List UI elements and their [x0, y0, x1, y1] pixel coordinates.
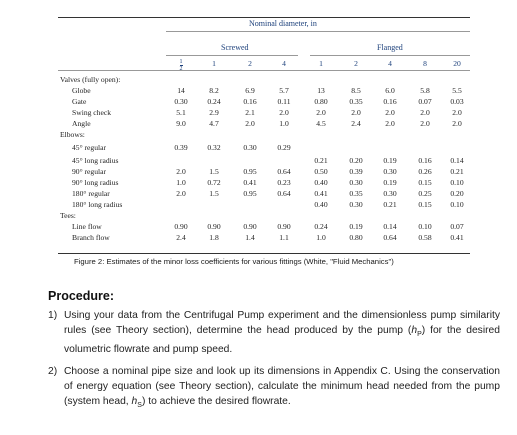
table-cell: 2.0	[452, 108, 462, 117]
table-cell: 0.10	[450, 200, 464, 209]
table-cell: 0.30	[174, 97, 188, 106]
table-cell: 0.30	[243, 143, 257, 152]
table-cell: 0.24	[314, 222, 328, 231]
table-cell: 0.58	[418, 233, 432, 242]
table-cell: 0.21	[314, 156, 328, 165]
table-cell: 2.0	[385, 108, 395, 117]
table-cell: 0.21	[383, 200, 397, 209]
procedure-item-text: Choose a nominal pipe size and look up its dimensions in Appendix C. Using the conservation of energy equation (see Theory section), calculate the minimum head needed from the pump (system head, $h_S$) to achieve the desired flowrate.	[64, 366, 500, 410]
size-header-cell: $\frac{1}{2}$	[179, 59, 183, 72]
table-cell: 0.32	[207, 143, 221, 152]
table-cell: 0.11	[277, 97, 291, 106]
table-cell: 2.4	[351, 119, 361, 128]
table-cell: 0.30	[349, 200, 363, 209]
table-cell: 0.50	[314, 167, 328, 176]
table-cell: 0.80	[314, 97, 328, 106]
table-cell: 0.41	[314, 189, 328, 198]
row-label: Line flow	[72, 222, 102, 231]
table-cell: 0.19	[383, 156, 397, 165]
table-cell: 0.80	[349, 233, 363, 242]
row-label: Elbows:	[60, 130, 85, 139]
table-cell: 6.9	[245, 86, 255, 95]
table-cell: 0.07	[418, 97, 432, 106]
table-cell: 1.8	[209, 233, 219, 242]
screwed-header: Screwed	[221, 43, 249, 52]
table-cell: 8.2	[209, 86, 219, 95]
loss-coefficient-table	[58, 17, 470, 254]
figure-caption: Figure 2: Estimates of the minor loss coefficients for various fittings (White, "Fluid Mechanics")	[74, 257, 394, 266]
row-label: Valves (fully open):	[60, 75, 121, 84]
row-label: 90° long radius	[72, 178, 119, 187]
table-cell: 0.90	[207, 222, 221, 231]
size-header-cell: 2	[354, 59, 358, 68]
table-cell: 0.40	[314, 200, 328, 209]
table-cell: 0.30	[383, 167, 397, 176]
table-cell: 5.8	[420, 86, 430, 95]
table-cell: 0.10	[450, 178, 464, 187]
table-cell: 1.4	[245, 233, 255, 242]
table-cell: 0.72	[207, 178, 221, 187]
table-cell: 0.16	[418, 156, 432, 165]
nominal-diameter-header: Nominal diameter, in	[249, 19, 317, 28]
table-cell: 0.10	[418, 222, 432, 231]
procedure-item-text: Using your data from the Centrifugal Pump experiment and the dimensionless pump similarity rules (see Theory section), determine the head produced by the pump $(h_P)$ for the desired volumetric flowrate and pump speed.	[64, 310, 500, 356]
row-label: 180° long radius	[72, 200, 123, 209]
table-cell: 0.14	[383, 222, 397, 231]
table-cell: 5.1	[176, 108, 186, 117]
size-header-cell: 1	[319, 59, 323, 68]
procedure-item-2	[48, 364, 500, 413]
flanged-rule	[310, 55, 470, 56]
row-label: 180° regular	[72, 189, 110, 198]
table-cell: 4.5	[316, 119, 326, 128]
table-cell: 0.07	[450, 222, 464, 231]
table-cell: 1.0	[316, 233, 326, 242]
table-cell: 0.21	[450, 167, 464, 176]
procedure-item-number: 1)	[48, 310, 58, 321]
table-cell: 2.4	[176, 233, 186, 242]
row-label: 90° regular	[72, 167, 107, 176]
table-cell: 5.7	[279, 86, 289, 95]
header-rule	[166, 31, 470, 32]
table-cell: 6.0	[385, 86, 395, 95]
screwed-rule	[166, 55, 298, 56]
table-cell: 0.20	[349, 156, 363, 165]
table-cell: 2.0	[420, 119, 430, 128]
table-cell: 0.19	[349, 222, 363, 231]
table-cell: 2.0	[279, 108, 289, 117]
table-cell: 2.0	[351, 108, 361, 117]
size-header-cell: 20	[453, 59, 461, 68]
procedure-heading: Procedure:	[48, 289, 114, 303]
table-cell: 2.0	[420, 108, 430, 117]
table-cell: 0.41	[450, 233, 464, 242]
table-cell: 1.0	[279, 119, 289, 128]
table-cell: 2.0	[245, 119, 255, 128]
row-label: Gate	[72, 97, 87, 106]
row-label: 45° long radius	[72, 156, 119, 165]
table-cell: 0.39	[349, 167, 363, 176]
row-label: Swing check	[72, 108, 112, 117]
table-cell: 2.0	[176, 189, 186, 198]
table-cell: 1.5	[209, 167, 219, 176]
table-cell: 0.95	[243, 189, 257, 198]
table-cell: 0.41	[243, 178, 257, 187]
table-cell: 1.1	[279, 233, 289, 242]
row-label: Globe	[72, 86, 91, 95]
table-cell: 0.24	[207, 97, 221, 106]
table-cell: 0.16	[243, 97, 257, 106]
table-cell: 2.0	[176, 167, 186, 176]
size-header-cell: 4	[282, 59, 286, 68]
table-cell: 9.0	[176, 119, 186, 128]
table-cell: 0.03	[450, 97, 464, 106]
table-cell: 2.9	[209, 108, 219, 117]
size-header-cell: 1	[212, 59, 216, 68]
table-cell: 2.0	[316, 108, 326, 117]
flanged-header: Flanged	[377, 43, 403, 52]
table-cell: 0.19	[383, 178, 397, 187]
table-cell: 0.90	[277, 222, 291, 231]
table-cell: 8.5	[351, 86, 361, 95]
size-rule	[58, 70, 470, 71]
procedure-item-number: 2)	[48, 366, 58, 377]
table-cell: 0.25	[418, 189, 432, 198]
table-cell: 0.35	[349, 189, 363, 198]
table-cell: 0.20	[450, 189, 464, 198]
table-cell: 0.15	[418, 200, 432, 209]
table-cell: 1.5	[209, 189, 219, 198]
row-label: Angle	[72, 119, 91, 128]
table-cell: 0.15	[418, 178, 432, 187]
procedure-item-1	[48, 308, 500, 357]
row-label: 45° regular	[72, 143, 107, 152]
table-cell: 0.40	[314, 178, 328, 187]
table-cell: 0.90	[174, 222, 188, 231]
table-cell: 2.0	[385, 119, 395, 128]
table-cell: 0.90	[243, 222, 257, 231]
table-cell: 5.5	[452, 86, 462, 95]
table-cell: 0.29	[277, 143, 291, 152]
size-header-cell: 2	[248, 59, 252, 68]
table-cell: 2.0	[452, 119, 462, 128]
table-cell: 0.14	[450, 156, 464, 165]
table-cell: 1.0	[176, 178, 186, 187]
size-header-cell: 4	[388, 59, 392, 68]
table-cell: 2.1	[245, 108, 255, 117]
table-cell: 14	[177, 86, 185, 95]
size-header-cell: 8	[423, 59, 427, 68]
table-cell: 0.30	[349, 178, 363, 187]
table-cell: 0.23	[277, 178, 291, 187]
table-cell: 13	[317, 86, 325, 95]
table-cell: 0.64	[383, 233, 397, 242]
table-cell: 0.35	[349, 97, 363, 106]
table-cell: 0.30	[383, 189, 397, 198]
table-cell: 0.26	[418, 167, 432, 176]
table-cell: 0.39	[174, 143, 188, 152]
table-cell: 0.64	[277, 189, 291, 198]
row-label: Branch flow	[72, 233, 110, 242]
table-cell: 4.7	[209, 119, 219, 128]
table-cell: 0.16	[383, 97, 397, 106]
row-label: Tees:	[60, 211, 76, 220]
table-cell: 0.95	[243, 167, 257, 176]
table-cell: 0.64	[277, 167, 291, 176]
